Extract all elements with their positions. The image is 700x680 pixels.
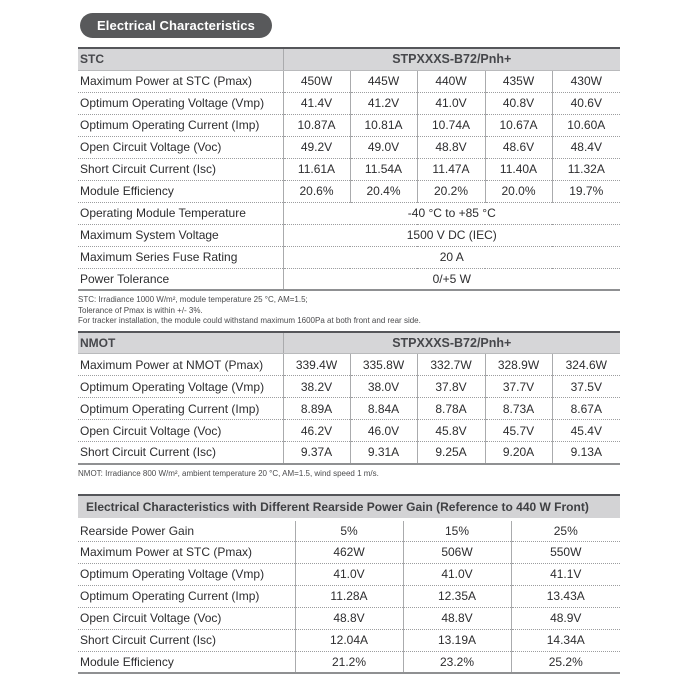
cell-value: 23.2%: [403, 651, 511, 673]
nmot-model-header: STPXXXS-B72/Pnh+: [283, 332, 620, 354]
table-row: [78, 70, 620, 92]
cell-value: 9.13A: [552, 442, 620, 464]
cell-value: 11.32A: [552, 158, 620, 180]
cell-value: 550W: [511, 541, 620, 563]
row-label: Module Efficiency: [78, 180, 283, 202]
content-column: [78, 13, 620, 674]
cell-value: 13.43A: [511, 585, 620, 607]
cell-value: 8.89A: [283, 398, 350, 420]
row-label: Optimum Operating Voltage (Vmp): [78, 376, 283, 398]
footnote-line: STC: Irradiance 1000 W/m², module temperature 25 °C, AM=1.5;: [78, 295, 308, 304]
row-label: Optimum Operating Current (Imp): [78, 398, 283, 420]
cell-value: 445W: [350, 70, 417, 92]
cell-value: 20.6%: [283, 180, 350, 202]
cell-value: 10.60A: [552, 114, 620, 136]
cell-value: 20 A: [283, 246, 620, 268]
cell-value: 41.0V: [417, 92, 485, 114]
table-row: [78, 398, 620, 420]
rearside-table: [78, 494, 620, 674]
cell-value: 41.0V: [403, 563, 511, 585]
cell-value: 37.5V: [552, 376, 620, 398]
cell-value: 45.7V: [485, 420, 552, 442]
cell-value: 45.4V: [552, 420, 620, 442]
row-label: Rearside Power Gain: [78, 519, 295, 541]
cell-value: 11.28A: [295, 585, 403, 607]
nmot-header-row: [78, 332, 620, 354]
cell-value: 49.0V: [350, 136, 417, 158]
cell-value: 46.0V: [350, 420, 417, 442]
cell-value: 332.7W: [417, 354, 485, 376]
footnote-line: For tracker installation, the module could withstand maximum 1600Pa at both front and rear side.: [78, 316, 421, 325]
cell-value: 12.04A: [295, 629, 403, 651]
row-label: Open Circuit Voltage (Voc): [78, 136, 283, 158]
table-row: [78, 92, 620, 114]
nmot-footnotes: [78, 469, 620, 480]
cell-value: 41.1V: [511, 563, 620, 585]
cell-value: 435W: [485, 70, 552, 92]
table-row: [78, 376, 620, 398]
row-label: Maximum Series Fuse Rating: [78, 246, 283, 268]
cell-value: 48.8V: [295, 607, 403, 629]
table-row: [78, 224, 620, 246]
nmot-table: [78, 331, 620, 465]
cell-value: 15%: [403, 519, 511, 541]
cell-value: 8.73A: [485, 398, 552, 420]
cell-value: 10.67A: [485, 114, 552, 136]
cell-value: 5%: [295, 519, 403, 541]
cell-value: 38.2V: [283, 376, 350, 398]
cell-value: 20.0%: [485, 180, 552, 202]
cell-value: 9.37A: [283, 442, 350, 464]
row-label: Operating Module Temperature: [78, 202, 283, 224]
stc-table: [78, 47, 620, 291]
cell-value: 462W: [295, 541, 403, 563]
row-label: Short Circuit Current (Isc): [78, 629, 295, 651]
cell-value: 9.20A: [485, 442, 552, 464]
row-label: Optimum Operating Voltage (Vmp): [78, 92, 283, 114]
cell-value: 506W: [403, 541, 511, 563]
cell-value: 19.7%: [552, 180, 620, 202]
row-label: Power Tolerance: [78, 268, 283, 290]
cell-value: 10.74A: [417, 114, 485, 136]
cell-value: 41.2V: [350, 92, 417, 114]
cell-value: 0/+5 W: [283, 268, 620, 290]
cell-value: 25.2%: [511, 651, 620, 673]
cell-value: 37.7V: [485, 376, 552, 398]
cell-value: 12.35A: [403, 585, 511, 607]
cell-value: 48.8V: [403, 607, 511, 629]
cell-value: 20.2%: [417, 180, 485, 202]
cell-value: 11.54A: [350, 158, 417, 180]
row-label: Optimum Operating Current (Imp): [78, 114, 283, 136]
cell-value: 46.2V: [283, 420, 350, 442]
cell-value: 339.4W: [283, 354, 350, 376]
table-row: [78, 114, 620, 136]
section-badge: Electrical Characteristics: [80, 13, 272, 38]
table-row: [78, 541, 620, 563]
row-label: Maximum Power at NMOT (Pmax): [78, 354, 283, 376]
table-row: [78, 246, 620, 268]
rearside-header-row: [78, 495, 620, 519]
cell-value: 11.40A: [485, 158, 552, 180]
table-row: [78, 442, 620, 464]
row-label: Optimum Operating Current (Imp): [78, 585, 295, 607]
cell-value: 335.8W: [350, 354, 417, 376]
cell-value: 9.31A: [350, 442, 417, 464]
cell-value: 45.8V: [417, 420, 485, 442]
row-label: Maximum Power at STC (Pmax): [78, 70, 283, 92]
table-row: [78, 202, 620, 224]
table-row: [78, 629, 620, 651]
table-row: [78, 519, 620, 541]
cell-value: 10.81A: [350, 114, 417, 136]
row-label: Optimum Operating Voltage (Vmp): [78, 563, 295, 585]
cell-value: 8.78A: [417, 398, 485, 420]
cell-value: 48.4V: [552, 136, 620, 158]
table-row: [78, 585, 620, 607]
row-label: Maximum System Voltage: [78, 224, 283, 246]
table-row: [78, 158, 620, 180]
table-row: [78, 180, 620, 202]
cell-value: 41.4V: [283, 92, 350, 114]
table-row: [78, 651, 620, 673]
cell-value: -40 °C to +85 °C: [283, 202, 620, 224]
cell-value: 328.9W: [485, 354, 552, 376]
cell-value: 324.6W: [552, 354, 620, 376]
cell-value: 8.67A: [552, 398, 620, 420]
stc-header-row: [78, 48, 620, 70]
row-label: Module Efficiency: [78, 651, 295, 673]
stc-footnotes: [78, 295, 620, 327]
cell-value: 9.25A: [417, 442, 485, 464]
row-label: Short Circuit Current (Isc): [78, 442, 283, 464]
cell-value: 38.0V: [350, 376, 417, 398]
cell-value: 430W: [552, 70, 620, 92]
row-label: Open Circuit Voltage (Voc): [78, 607, 295, 629]
nmot-table-title: NMOT: [78, 332, 283, 354]
cell-value: 13.19A: [403, 629, 511, 651]
row-label: Maximum Power at STC (Pmax): [78, 541, 295, 563]
cell-value: 1500 V DC (IEC): [283, 224, 620, 246]
cell-value: 11.47A: [417, 158, 485, 180]
cell-value: 11.61A: [283, 158, 350, 180]
cell-value: 49.2V: [283, 136, 350, 158]
cell-value: 440W: [417, 70, 485, 92]
table-row: [78, 420, 620, 442]
cell-value: 37.8V: [417, 376, 485, 398]
cell-value: 21.2%: [295, 651, 403, 673]
cell-value: 14.34A: [511, 629, 620, 651]
footnote-line: NMOT: Irradiance 800 W/m², ambient temperature 20 °C, AM=1.5, wind speed 1 m/s.: [78, 468, 379, 478]
cell-value: 20.4%: [350, 180, 417, 202]
cell-value: 40.6V: [552, 92, 620, 114]
footnote-line: Tolerance of Pmax is within +/- 3%.: [78, 305, 203, 315]
stc-table-title: STC: [78, 48, 283, 70]
cell-value: 48.8V: [417, 136, 485, 158]
cell-value: 25%: [511, 519, 620, 541]
row-label: Short Circuit Current (Isc): [78, 158, 283, 180]
cell-value: 8.84A: [350, 398, 417, 420]
table-row: [78, 354, 620, 376]
cell-value: 450W: [283, 70, 350, 92]
row-label: Open Circuit Voltage (Voc): [78, 420, 283, 442]
table-row: [78, 136, 620, 158]
table-row: [78, 563, 620, 585]
table-row: [78, 607, 620, 629]
cell-value: 48.6V: [485, 136, 552, 158]
cell-value: 41.0V: [295, 563, 403, 585]
table-row: [78, 268, 620, 290]
rearside-table-title: Electrical Characteristics with Different Rearside Power Gain (Reference to 440 W Front): [78, 495, 620, 519]
cell-value: 48.9V: [511, 607, 620, 629]
cell-value: 10.87A: [283, 114, 350, 136]
stc-model-header: STPXXXS-B72/Pnh+: [283, 48, 620, 70]
cell-value: 40.8V: [485, 92, 552, 114]
